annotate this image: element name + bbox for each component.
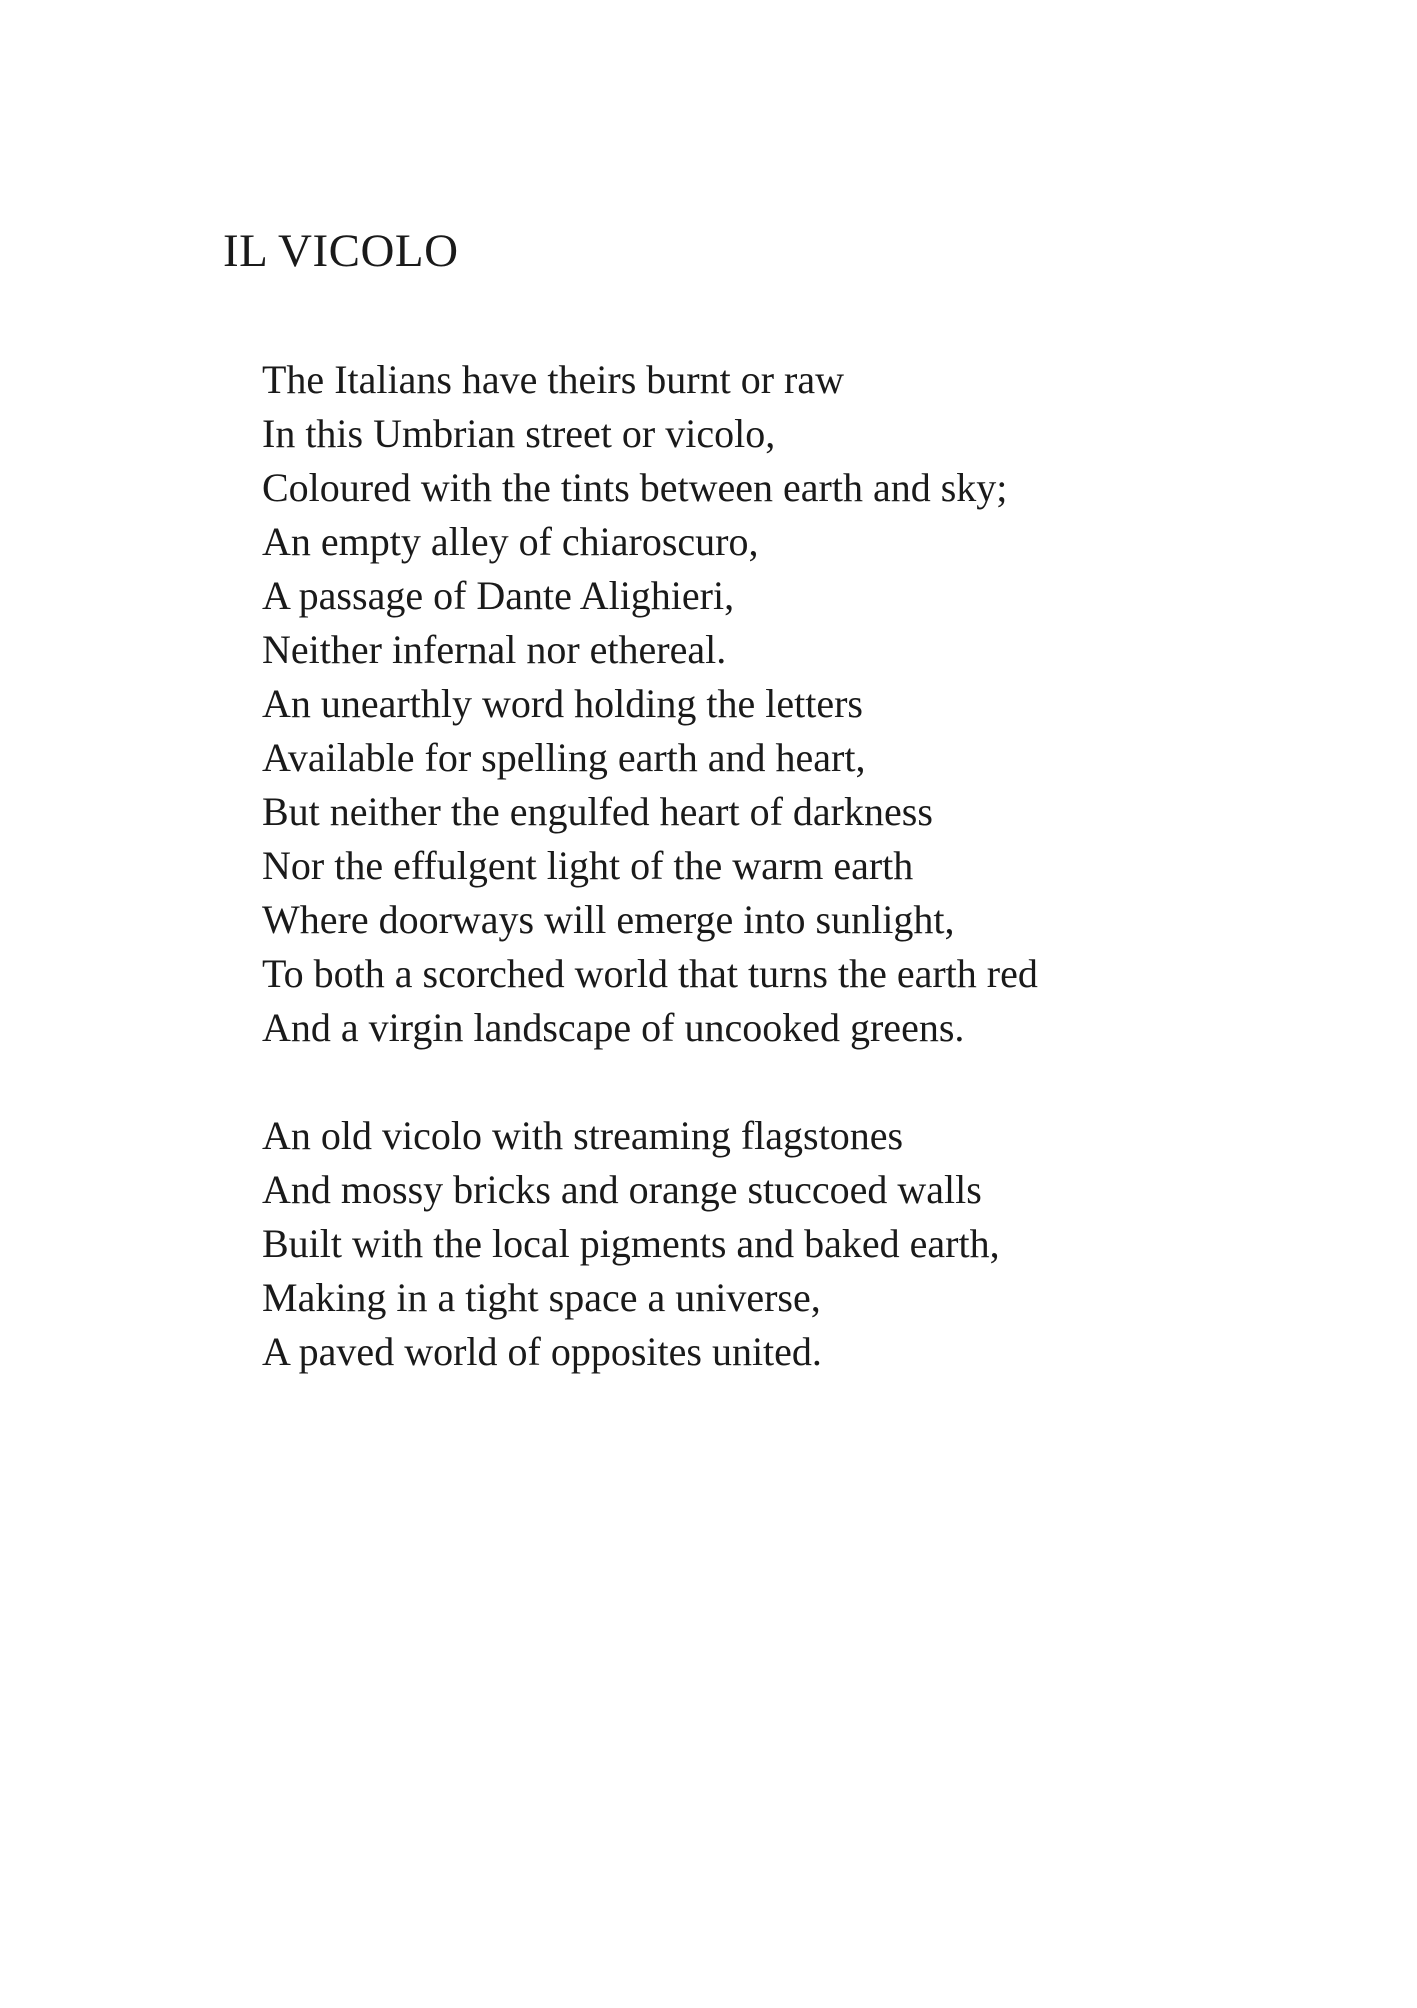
poem-line: To both a scorched world that turns the earth red	[262, 951, 1038, 996]
poem-line: Making in a tight space a universe,	[262, 1275, 821, 1320]
poem-line: But neither the engulfed heart of darkness	[262, 789, 933, 834]
poem-line: Where doorways will emerge into sunlight,	[262, 897, 955, 942]
poem-line: The Italians have theirs burnt or raw	[262, 357, 845, 402]
poem-line: An unearthly word holding the letters	[262, 681, 863, 726]
poem-line: A passage of Dante Alighieri,	[262, 573, 735, 618]
stanza-2	[262, 1109, 1382, 1379]
poem-line: An empty alley of chiaroscuro,	[262, 519, 759, 564]
poem-body	[262, 353, 1382, 1379]
poem-line: Available for spelling earth and heart,	[262, 735, 866, 780]
poem-line: And a virgin landscape of uncooked greens.	[262, 1005, 965, 1050]
stanza-1	[262, 353, 1382, 1055]
poem-line: Coloured with the tints between earth and sky;	[262, 465, 1008, 510]
poem-line: An old vicolo with streaming flagstones	[262, 1113, 904, 1158]
poem-line: In this Umbrian street or vicolo,	[262, 411, 776, 456]
poem-line: A paved world of opposites united.	[262, 1329, 822, 1374]
poem-line: Nor the effulgent light of the warm earth	[262, 843, 914, 888]
poem-line: Neither infernal nor ethereal.	[262, 627, 727, 672]
poem-title: IL VICOLO	[223, 225, 459, 277]
poem-line: Built with the local pigments and baked earth,	[262, 1221, 1000, 1266]
poem-line: And mossy bricks and orange stuccoed walls	[262, 1167, 982, 1212]
